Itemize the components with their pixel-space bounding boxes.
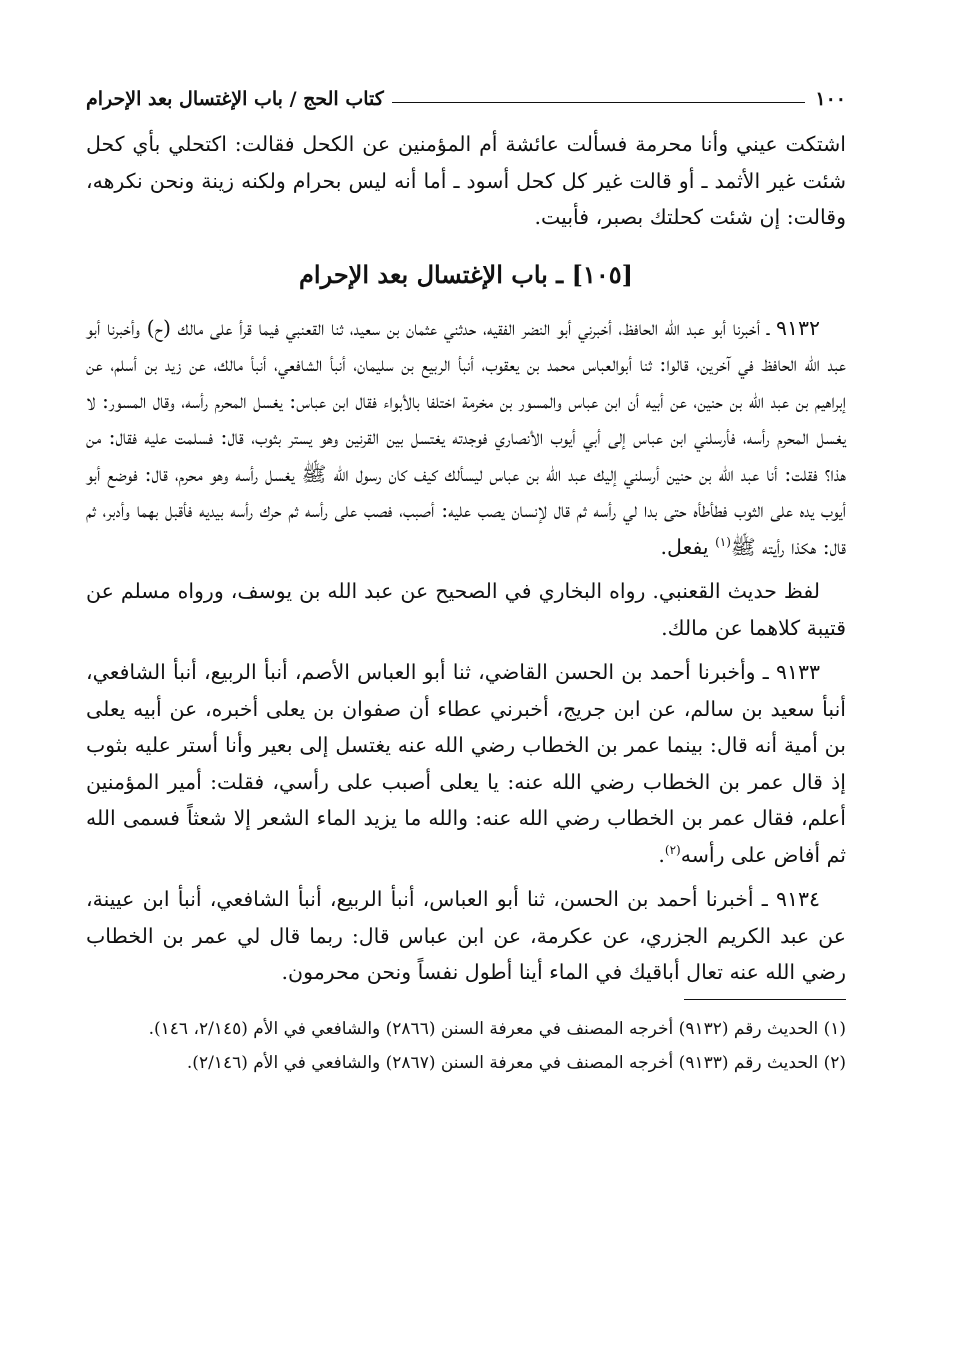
footnote-ref-2[interactable]: (٢) (664, 842, 681, 857)
hadith-9132 (86, 310, 846, 566)
footnote-ref-1[interactable]: (١) (715, 534, 731, 549)
hadith-9132-comment: لفظ حديث القعنبي. رواه البخاري في الصحيح عن عبد الله بن يوسف، ورواه مسلم عن قتيبة كلاهما عن مالك. (86, 579, 846, 640)
continued-paragraph: اشتكت عيني وأنا محرمة فسألت عائشة أم المؤمنين عن الكحل فقالت: اكتحلي بأي كحل شئت غير الأثمد ـ أو قالت غير كل كحل أسود ـ أما أنه ليس بحرام ولكنه زينة ونحن نكرهه، وقالت: إن شئت كحلتك بصبر، فأبيت. (86, 132, 846, 229)
hadith-9132-tail: يفعل. (660, 534, 716, 559)
hadith-9133 (86, 654, 846, 873)
chapter-title: [١٠٥] ـ باب الإغتسال بعد الإحرام (299, 259, 633, 289)
footnote-1: (١) الحديث رقم (٩١٣٢) أخرجه المصنف في معرفة السنن (٢٨٦٦) والشافعي في الأم (٢/١٤٥، ١٤٦). (148, 1018, 846, 1039)
book-page (86, 76, 846, 1082)
hadith-9132-text: ٩١٣٢ ـ أخبرنا أبو عبد الله الحافظ، أخبرني أبو النضر الفقيه، حدثني عثمان بن سعيد، ثنا القعنبي فيما قرأ على مالك (ح) وأخبرنا أبو عبد الله الحافظ في آخرين، قالوا: ثنا أبوالعباس محمد بن يعقوب، أنبأ الربيع بن سليمان، أنبأ الشافعي، أنبأ مالك، عن زيد بن أسلم، عن إبراهيم بن عبد الله بن حنين، عن أبيه أن ابن عباس والمسور بن مخرمة اختلفا بالأبواء فقال ابن عباس: يغسل المحرم رأسه، وقال المسور: لا يغسل المحرم رأسه، فأرسلني ابن عباس إلى أبي أيوب الأنصاري فوجدته يغتسل بين القرنين وهو يستر بثوب، قال: فسلمت عليه فقال: من هذا؟ فقلت: أنا عبد الله بن حنين أرسلني إليك عبد الله بن عباس ليسألك كيف كان رسول الله ﷺ يغسل رأسه وهو محرم، قال: فوضع أبو أيوب يده على الثوب فطأطأه حتى بدا لي رأسه ثم قال لإنسان يصب عليه: أصبب، فصب على رأسه ثم حرك رأسه بيديه فأقبل بهما وأدبر، ثم قال: هكذا رأيته ﷺ (86, 315, 846, 559)
footnote-rule (684, 999, 846, 1000)
hadith-9134: ٩١٣٤ ـ أخبرنا أحمد بن الحسن، ثنا أبو العباس، أنبأ الربيع، أنبأ الشافعي، أنبأ ابن عيينة، عن عبد الكريم الجزري، عن عكرمة، عن ابن عباس قال: ربما قال لي عمر بن الخطاب رضي الله عنه تعال أباقيك في الماء أينا أطول نفساً ونحن محرمون. (86, 887, 846, 984)
running-header (86, 76, 846, 110)
hadith-9133-text: ٩١٣٣ ـ وأخبرنا أحمد بن الحسن القاضي، ثنا أبو العباس الأصم، أنبأ الربيع، أنبأ الشافعي، أنبأ سعيد بن سالم، عن ابن جريج، أخبرني عطاء أن صفوان بن يعلى أخبره، عن أبيه يعلى بن أمية أنه قال: بينما عمر بن الخطاب رضي الله عنه يغتسل إلى بعير وأنا أستر عليه بثوب إذ قال عمر بن الخطاب رضي الله عنه: يا يعلى أصبب على رأسي، فقلت: أمير المؤمنين أعلم، فقال عمر بن الخطاب رضي الله عنه: والله ما يزيد الماء الشعر إلا شعثاً فسمى الله ثم أفاض على رأسه (86, 660, 846, 867)
running-title: كتاب الحج / باب الإغتسال بعد الإحرام (86, 88, 384, 110)
page-number: ١٠٠ (815, 88, 846, 110)
hadith-9133-tail: . (658, 842, 665, 867)
footnote-2: (٢) الحديث رقم (٩١٣٣) أخرجه المصنف في معرفة السنن (٢٨٦٧) والشافعي في الأم (٢/١٤٦). (186, 1052, 846, 1073)
header-rule (392, 102, 806, 103)
